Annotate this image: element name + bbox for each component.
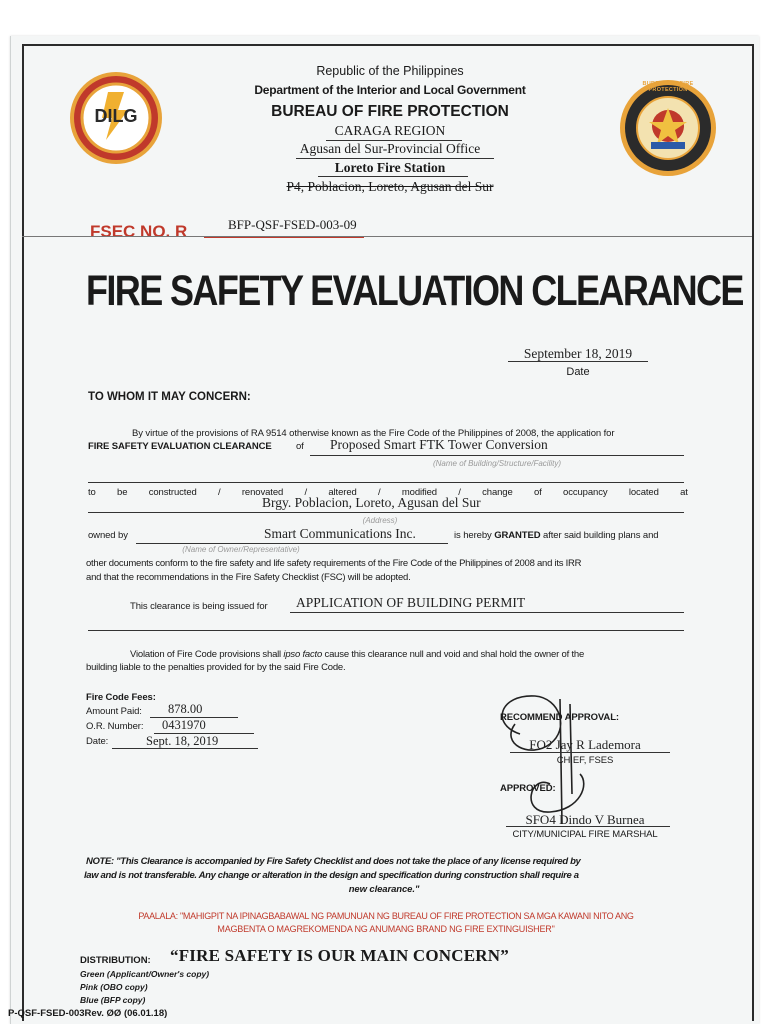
dilg-logo xyxy=(68,70,164,166)
word: to xyxy=(88,487,96,498)
bfp-seal-text: BUREAU OF FIRE PROTECTION xyxy=(642,81,694,93)
approved-label: APPROVED: xyxy=(500,783,556,794)
address-line xyxy=(88,512,684,513)
conform-line-2: and that the recommendations in the Fire Safety Checklist (FSC) will be adopted. xyxy=(86,572,411,583)
dilg-logo-text: DILG xyxy=(94,106,138,126)
distribution-pink: Pink (OBO copy) xyxy=(80,982,148,992)
word: constructed xyxy=(148,487,197,498)
word: change xyxy=(482,487,513,498)
body-of: of xyxy=(296,441,304,452)
body-intro: By virtue of the provisions of RA 9514 otherwise known as the Fire Code of the Philippines of 2008, the application for xyxy=(132,428,615,439)
address-value: Brgy. Poblacion, Loreto, Agusan del Sur xyxy=(262,495,481,510)
date-line xyxy=(508,361,648,362)
fees-date-label: Date: xyxy=(86,736,109,747)
violation-text: cause this clearance null and void and shal hold the owner of the xyxy=(324,649,585,660)
violation-line-2: building liable to the penalties provided for by the said Fire Code. xyxy=(86,662,346,673)
note-line-1: NOTE: "This Clearance is accompanied by Fire Safety Checklist and does not take the place of any license required by xyxy=(86,856,581,867)
distribution-blue: Blue (BFP copy) xyxy=(80,995,146,1005)
header-region: CARAGA REGION xyxy=(334,123,446,138)
word: altered xyxy=(328,487,357,498)
fees-date-value: Sept. 18, 2019 xyxy=(146,734,219,748)
word: / xyxy=(304,487,308,498)
word: occupancy xyxy=(563,487,608,498)
approved-line xyxy=(506,826,670,827)
fsec-value: BFP-QSF-FSED-003-09 xyxy=(228,217,357,232)
fees-or-value: 0431970 xyxy=(162,718,206,732)
distribution-green: Green (Applicant/Owner's copy) xyxy=(80,969,210,979)
granted-text xyxy=(454,530,658,541)
violation-ipso-facto: ipso facto xyxy=(283,649,323,660)
header-republic: Republic of the Philippines xyxy=(316,64,464,78)
granted-pre: is hereby xyxy=(454,530,492,541)
recommend-name: FO2 Jay R Lademora xyxy=(529,737,641,752)
date-caption: Date xyxy=(566,366,590,378)
fees-amount-value: 878.00 xyxy=(168,702,203,716)
body-rule-2 xyxy=(88,630,684,631)
granted-post: after said building plans and xyxy=(543,530,659,541)
granted-word: GRANTED xyxy=(494,530,541,541)
building-caption: (Name of Building/Structure/Facility) xyxy=(432,459,562,468)
building-name: Proposed Smart FTK Tower Conversion xyxy=(330,437,548,452)
owner-value: Smart Communications Inc. xyxy=(264,526,416,541)
word: modified xyxy=(401,487,437,498)
fsec-label: FSEC NO. R xyxy=(90,222,188,241)
recommend-label: RECOMMEND APPROVAL: xyxy=(500,712,619,723)
word: / xyxy=(218,487,221,498)
owned-by-label: owned by xyxy=(88,530,128,541)
violation-line-1 xyxy=(130,649,584,660)
fees-or-label: O.R. Number: xyxy=(86,721,144,732)
header-provincial-office: Agusan del Sur-Provincial Office xyxy=(299,141,481,156)
fsec-separator xyxy=(22,236,752,237)
note-line-2: law and is not transferable. Any change or alteration in the design and specification during construction shall require a xyxy=(84,870,579,881)
conform-line-1: other documents conform to the fire safety and life safety requirements of the Fire Code of the Philippines of 2008 and its IRR xyxy=(86,558,582,569)
owner-caption: (Name of Owner/Representative) xyxy=(182,545,300,554)
note-line-3: new clearance." xyxy=(348,884,420,895)
body-fsec-label: FIRE SAFETY EVALUATION CLEARANCE xyxy=(88,441,272,452)
word: at xyxy=(680,487,688,498)
header-rule-2 xyxy=(296,158,494,159)
slogan: “FIRE SAFETY IS OUR MAIN CONCERN” xyxy=(170,946,509,965)
word: be xyxy=(117,487,128,498)
paalala-line-2: MAGBENTA O MAGREKOMENDA NG ANUMANG BRAND NG FIRE EXTINGUISHER" xyxy=(217,924,555,934)
bfp-seal xyxy=(617,78,719,178)
owner-line xyxy=(136,543,448,544)
header-address: P4, Poblacion, Loreto, Agusan del Sur xyxy=(286,179,494,194)
salutation: TO WHOM IT MAY CONCERN: xyxy=(88,391,251,403)
issued-for-value: APPLICATION OF BUILDING PERMIT xyxy=(296,595,526,610)
recommend-position: CHIEF, FSES xyxy=(556,755,614,766)
building-line xyxy=(310,455,684,456)
violation-text: Violation of Fire Code provisions shall xyxy=(130,649,281,660)
paalala-line-1: PAALALA: "MAHIGPIT NA IPINAGBABAWAL NG PAMUNUAN NG BUREAU OF FIRE PROTECTION SA MGA KAWANI NITO ANG xyxy=(138,911,634,921)
approved-name: SFO4 Dindo V Burnea xyxy=(525,812,645,827)
word: / xyxy=(458,487,461,498)
fees-amount-label: Amount Paid: xyxy=(86,706,142,717)
document-title: FIRE SAFETY EVALUATION CLEARANCE xyxy=(86,266,743,315)
body-rule-1 xyxy=(88,482,684,483)
issued-for-label: This clearance is being issued for xyxy=(130,601,268,612)
header-bureau: BUREAU OF FIRE PROTECTION xyxy=(271,103,509,120)
header-department: Department of the Interior and Local Government xyxy=(254,83,526,97)
header-station: Loreto Fire Station xyxy=(334,160,446,175)
approved-position: CITY/MUNICIPAL FIRE MARSHAL xyxy=(512,829,658,840)
word: renovated xyxy=(241,487,284,498)
form-code: P-QSF-FSED-003Rev. ØØ (06.01.18) xyxy=(8,1008,168,1019)
address-caption: (Address) xyxy=(362,516,398,525)
issued-for-line xyxy=(290,612,684,613)
word: / xyxy=(378,487,381,498)
date-value: September 18, 2019 xyxy=(523,346,633,361)
word: located xyxy=(628,487,659,498)
word: of xyxy=(533,487,542,498)
fees-date-line xyxy=(112,748,258,749)
fees-title: Fire Code Fees: xyxy=(86,692,156,703)
distribution-label: DISTRIBUTION: xyxy=(80,955,151,966)
recommend-line xyxy=(510,752,670,753)
header-rule-3 xyxy=(318,176,468,177)
